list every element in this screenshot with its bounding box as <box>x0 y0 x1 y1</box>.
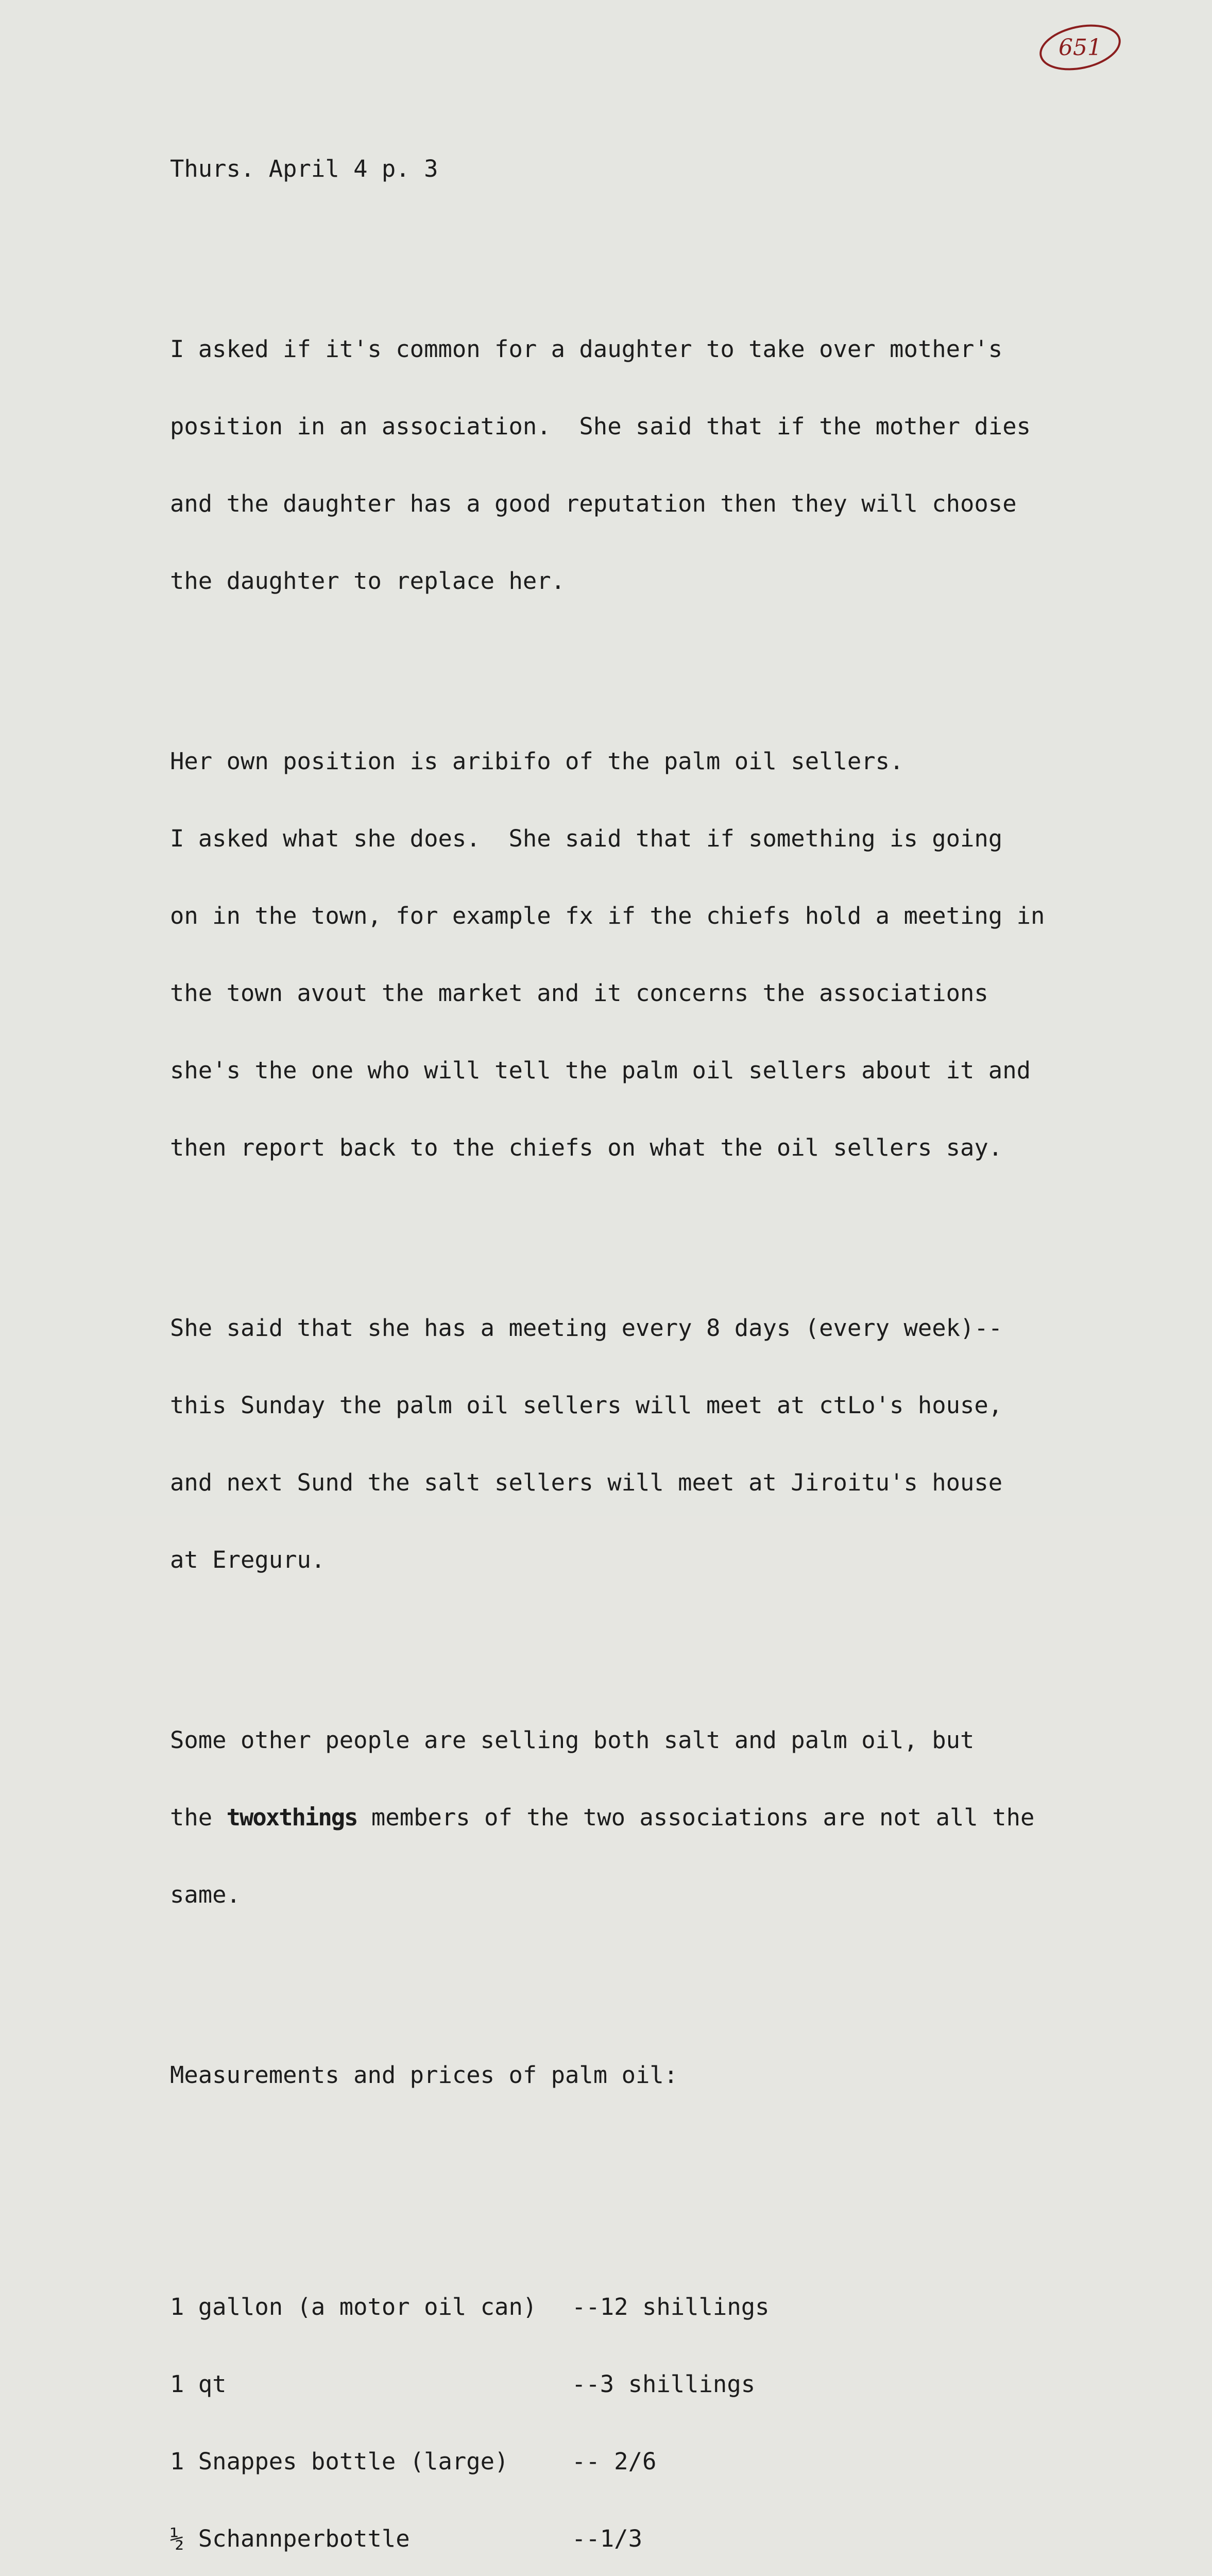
paragraph-4-line <box>170 1805 1149 1831</box>
price-row <box>170 2371 1149 2397</box>
price-row <box>170 2526 1149 2552</box>
paragraph-3-line: and next Sund the salt sellers will meet at Jiroitu's house <box>170 1469 1003 1496</box>
text-fragment: members of the two associations are not all the <box>357 1804 1035 1831</box>
measure-price: --3 shillings <box>572 2370 756 2398</box>
measure-item: ½ Schannperbottle <box>170 2525 410 2552</box>
paragraph-2-line: Her own position is aribifo of the palm oil sellers. <box>170 748 904 775</box>
paragraph-3-line: She said that she has a meeting every 8 days (every week)-- <box>170 1314 1003 1342</box>
paragraph-2-line: on in the town, for example fx if the chiefs hold a meeting in <box>170 902 1045 929</box>
paragraph-2-line: the town avout the market and it concerns the associations <box>170 979 988 1007</box>
paragraph-2-line: she's the one who will tell the palm oil sellers about it and <box>170 1057 1031 1084</box>
price-table <box>170 2243 1149 2576</box>
page-heading: Thurs. April 4 p. 3 <box>170 155 438 182</box>
typed-text <box>170 105 1149 2576</box>
measure-item: 1 Snappes bottle (large) <box>170 2448 509 2475</box>
paragraph-1-line: position in an association. She said that if the mother dies <box>170 413 1031 440</box>
paragraph-3-line: at Ereguru. <box>170 1546 326 1573</box>
measure-price: --12 shillings <box>572 2293 770 2320</box>
table-heading: Measurements and prices of palm oil: <box>170 2061 678 2089</box>
paragraph-3-line: this Sunday the palm oil sellers will meet at ctLo's house, <box>170 1392 1003 1419</box>
measure-item: 1 qt <box>170 2370 227 2398</box>
measure-price: -- 2/6 <box>572 2448 657 2475</box>
paragraph-1-line: I asked if it's common for a daughter to take over mother's <box>170 335 1003 363</box>
measure-item: 1 gallon (a motor oil can) <box>170 2293 537 2320</box>
price-row <box>170 2294 1149 2320</box>
paragraph-1-line: the daughter to replace her. <box>170 567 566 595</box>
paragraph-4-line: Some other people are selling both salt and palm oil, but <box>170 1726 975 1754</box>
measure-price: --1/3 <box>572 2525 642 2552</box>
paragraph-1-line: and the daughter has a good reputation then they will choose <box>170 490 1017 517</box>
paragraph-2-line: I asked what she does. She said that if something is going <box>170 825 1003 852</box>
page-number-stamp <box>1036 22 1124 73</box>
paragraph-4-line: same. <box>170 1881 241 1908</box>
struck-out-text: twoxthings <box>226 1804 357 1831</box>
price-row <box>170 2449 1149 2475</box>
text-fragment: the <box>170 1804 227 1831</box>
paragraph-2-line: then report back to the chiefs on what the oil sellers say. <box>170 1134 1003 1161</box>
stamp-number: 651 <box>1059 34 1102 61</box>
